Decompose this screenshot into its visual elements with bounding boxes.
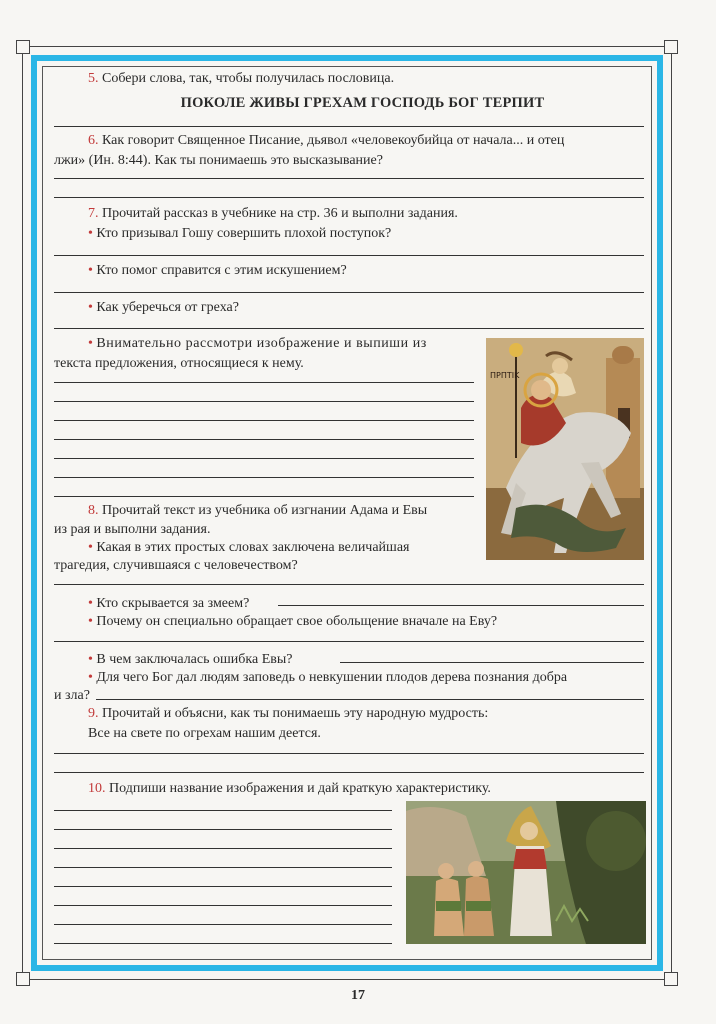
answer-line[interactable] (54, 886, 392, 887)
bullet: • (88, 336, 93, 351)
q7-number: 7. (88, 206, 99, 221)
bullet: • (88, 226, 93, 241)
q7-b3-text: Как уберечься от греха? (96, 300, 239, 315)
q7-bullet4-line2: текста предложения, относящиеся к нему. (54, 356, 304, 371)
q9-instruction: Прочитай и объясни, как ты понимаешь эту народную мудрость: (102, 706, 489, 721)
q8-bullet2 (88, 595, 249, 612)
proverb-words: ПОКОЛЕ ЖИВЫ ГРЕХАМ ГОСПОДЬ БОГ ТЕРПИТ (180, 95, 545, 111)
answer-line[interactable] (54, 943, 392, 944)
answer-line[interactable] (54, 197, 644, 198)
q8-bullet1-line2: трагедия, случившаяся с человечеством? (54, 558, 298, 573)
answer-line[interactable] (54, 810, 392, 811)
q9-text (88, 705, 488, 722)
q10-number: 10. (88, 781, 106, 796)
answer-line[interactable] (54, 126, 644, 127)
q9-quote: Все на свете по огрехам нашим деется. (88, 726, 321, 741)
icon-inscription: ΠΡΠΤΙΚ (490, 371, 520, 380)
answer-line[interactable] (54, 439, 474, 440)
answer-line[interactable] (96, 699, 644, 700)
q6-text: Как говорит Священное Писание, дьявол «человекоубийца от начала... и отец (102, 133, 565, 148)
answer-line[interactable] (340, 662, 644, 663)
answer-line[interactable] (54, 924, 392, 925)
bullet: • (88, 263, 93, 278)
q8-line2: из рая и выполни задания. (54, 522, 211, 537)
bullet: • (88, 652, 93, 667)
q7-b4-text: Внимательно рассмотри изображение и выпиши из (96, 336, 427, 351)
q7-bullet1 (88, 225, 391, 242)
bullet: • (88, 596, 93, 611)
answer-line[interactable] (54, 496, 474, 497)
answer-line[interactable] (54, 848, 392, 849)
q8-bullet5-line1 (88, 669, 567, 686)
q7-instruction: Прочитай рассказ в учебнике на стр. 36 и выполни задания. (102, 206, 458, 221)
q8-bullet1-line1 (88, 539, 410, 556)
q5-instruction: Собери слова, так, чтобы получилась пословица. (102, 71, 395, 86)
q6-line2: лжи» (Ин. 8:44). Как ты понимаешь это высказывание? (54, 153, 383, 168)
answer-line[interactable] (54, 328, 644, 329)
answer-line[interactable] (54, 641, 644, 642)
q7-bullet3 (88, 299, 239, 316)
answer-line[interactable] (54, 382, 474, 383)
st-george-icon-drawing (486, 338, 644, 560)
q8-text: Прочитай текст из учебника об изгнании Адама и Евы (102, 503, 428, 518)
answer-line[interactable] (54, 255, 644, 256)
st-george-icon-image (486, 338, 644, 560)
q8-b2-text: Кто скрывается за змеем? (96, 596, 250, 611)
answer-line[interactable] (54, 178, 644, 179)
q8-bullet5-line2: и зла? (54, 688, 90, 703)
expulsion-icon-drawing (406, 801, 646, 944)
corner-ornament (16, 972, 30, 986)
q10-instruction: Подпиши название изображения и дай краткую характеристику. (109, 781, 491, 796)
answer-line[interactable] (54, 401, 474, 402)
q8-b1-text: Какая в этих простых словах заключена величайшая (96, 540, 410, 555)
q8-b4-text: В чем заключалась ошибка Евы? (96, 652, 293, 667)
q9-number: 9. (88, 706, 99, 721)
corner-ornament (664, 972, 678, 986)
q8-b3-text: Почему он специально обращает свое обольщение вначале на Еву? (96, 614, 498, 629)
corner-ornament (16, 40, 30, 54)
page-number: 17 (351, 988, 365, 1003)
q8-bullet3 (88, 613, 497, 630)
q7-bullet4-line1 (88, 335, 427, 352)
answer-line[interactable] (54, 772, 644, 773)
answer-line[interactable] (54, 829, 392, 830)
bullet: • (88, 300, 93, 315)
answer-line[interactable] (54, 584, 644, 585)
expulsion-icon-image (406, 801, 646, 944)
answer-line[interactable] (54, 420, 474, 421)
answer-line[interactable] (54, 477, 474, 478)
answer-line[interactable] (54, 292, 644, 293)
q8-number: 8. (88, 503, 99, 518)
q7-b2-text: Кто помог справится с этим искушением? (96, 263, 347, 278)
bullet: • (88, 540, 93, 555)
q8-bullet4 (88, 651, 292, 668)
q5-text (88, 70, 394, 87)
bullet: • (88, 614, 93, 629)
q7-b1-text: Кто призывал Гошу совершить плохой поступок? (96, 226, 392, 241)
bullet: • (88, 670, 93, 685)
q8-line1 (88, 502, 427, 519)
q7-text (88, 205, 458, 222)
answer-line[interactable] (54, 905, 392, 906)
answer-line[interactable] (54, 753, 644, 754)
q10-text (88, 780, 491, 797)
corner-ornament (664, 40, 678, 54)
answer-line[interactable] (54, 458, 474, 459)
q6-line1 (88, 132, 564, 149)
q8-b5-text: Для чего Бог дал людям заповедь о невкушении плодов дерева познания добра (96, 670, 568, 685)
answer-line[interactable] (278, 605, 644, 606)
q7-bullet2 (88, 262, 347, 279)
answer-line[interactable] (54, 867, 392, 868)
q5-number: 5. (88, 71, 99, 86)
q6-number: 6. (88, 133, 99, 148)
